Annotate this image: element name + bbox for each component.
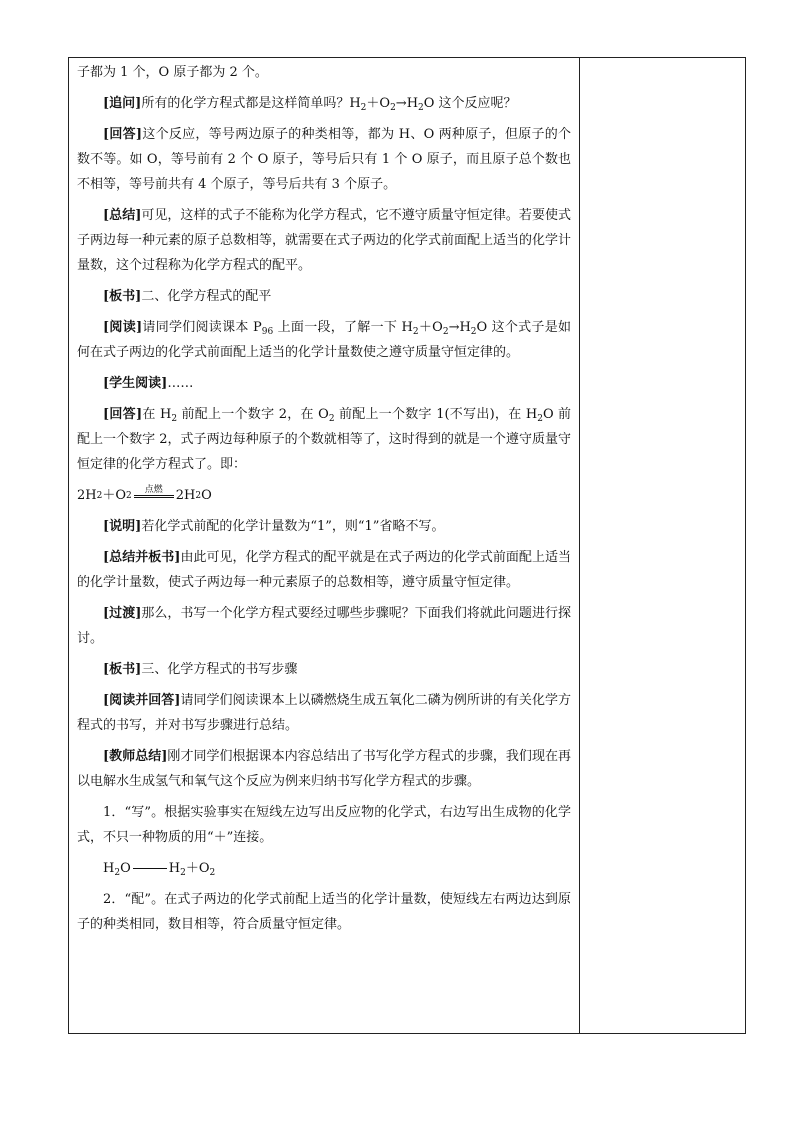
paragraph-yuedu: [阅读]请同学们阅读课本 $P_{96}$ 上面一段，了解一下 $H_2+O_2\to H_2O$ 这个式子是如何在式子两边的化学式前面配上适当的化学计量数使之遵守质量守恒定律的。 bbox=[77, 320, 571, 360]
paragraph-zhuiwen: [追问]所有的化学方程式都是这样简单吗？$H_2+O_2\to H_2O$ 这个反应呢？ bbox=[103, 96, 517, 113]
reaction-dash bbox=[133, 868, 167, 869]
section-tag: [阅读] bbox=[103, 320, 143, 335]
section-tag: [总结] bbox=[103, 208, 142, 223]
reaction-arrow bbox=[134, 485, 174, 498]
section-tag: [板书] bbox=[103, 662, 142, 677]
paragraph-step-2: 2．“配”。在式子两边的化学式前配上适当的化学计量数，使短线左右两边达到原子的种类相同，数目相等，符合质量守恒定律。 bbox=[77, 892, 571, 932]
paragraph-banshu-2: [板书]二、化学方程式的配平 bbox=[103, 289, 272, 304]
section-tag: [阅读并回答] bbox=[103, 693, 181, 708]
section-tag: [板书] bbox=[103, 289, 142, 304]
section-tag: [总结并板书] bbox=[103, 550, 181, 565]
section-tag: [学生阅读] bbox=[103, 376, 168, 391]
paragraph-guodu: [过渡]那么，书写一个化学方程式要经过哪些步骤呢？下面我们将就此问题进行探讨。 bbox=[77, 606, 571, 646]
equation-combustion: 2H 2 ＋O 2 点燃 2H 2 O bbox=[77, 485, 212, 503]
paragraph-zongjie: [总结]可见，这样的式子不能称为化学方程式，它不遵守质量守恒定律。若要使式子两边每一种元素的原子总数相等，就需要在式子两边的化学式前面配上适当的化学计量数，这个过程称为化学方程式的配平。 bbox=[77, 208, 572, 273]
equation-electrolysis: $H_2O$ $H_2+O_2$ bbox=[103, 861, 216, 878]
paragraph-banshu-3: [板书]三、化学方程式的书写步骤 bbox=[103, 662, 298, 677]
paragraph-xuesheng-yuedu: [学生阅读]…… bbox=[103, 376, 194, 391]
section-tag: [追问] bbox=[103, 96, 142, 111]
paragraph-intro: 子都为 1 个，O 原子都为 2 个。 bbox=[77, 65, 268, 80]
paragraph-step-1: 1．“写”。根据实验事实在短线左边写出反应物的化学式，右边写出生成物的化学式，不只一种物质的用“＋”连接。 bbox=[77, 805, 571, 845]
lesson-table bbox=[68, 57, 746, 1034]
section-tag: [说明] bbox=[103, 519, 142, 534]
section-tag: [回答] bbox=[103, 127, 143, 142]
lesson-content bbox=[77, 60, 571, 943]
section-tag: [回答] bbox=[103, 407, 143, 422]
paragraph-huida-1: [回答]这个反应，等号两边原子的种类相等，都为 H、O 两种原子，但原子的个数不等。如 O，等号前有 2 个 O 原子，等号后只有 1 个 O 原子，而且原子总个数也不相等，等号前共有 4 个原子，等号后共有 3 个原子。 bbox=[77, 127, 571, 192]
paragraph-shuoming: [说明]若化学式前配的化学计量数为“1”，则“1”省略不写。 bbox=[103, 519, 445, 534]
paragraph-yuedu-huida: [阅读并回答]请同学们阅读课本上以磷燃烧生成五氧化二磷为例所讲的有关化学方程式的书写，并对书写步骤进行总结。 bbox=[77, 693, 571, 733]
paragraph-jiaoshi-zongjie: [教师总结]刚才同学们根据课本内容总结出了书写化学方程式的步骤，我们现在再以电解水生成氢气和氧气这个反应为例来归纳书写化学方程式的步骤。 bbox=[77, 749, 571, 789]
section-tag: [过渡] bbox=[103, 606, 142, 621]
paragraph-huida-2: [回答]在 $H_2$ 前配上一个数字 2，在 $O_2$ 前配上一个数字 1(不写出)，在 $H_2O$ 前配上一个数字 2，式子两边每种原子的个数就相等了，这时得到的就是一个遵守质量守恒定律的化学方程式了。即： bbox=[77, 407, 571, 472]
paragraph-zongjie-banshu: [总结并板书]由此可见，化学方程式的配平就是在式子两边的化学式前面配上适当的化学计量数，使式子两边每一种元素原子的总数相等，遵守质量守恒定律。 bbox=[77, 550, 571, 590]
section-tag: [教师总结] bbox=[103, 749, 168, 764]
column-divider bbox=[579, 58, 580, 1033]
reaction-condition: 点燃 bbox=[144, 485, 163, 495]
